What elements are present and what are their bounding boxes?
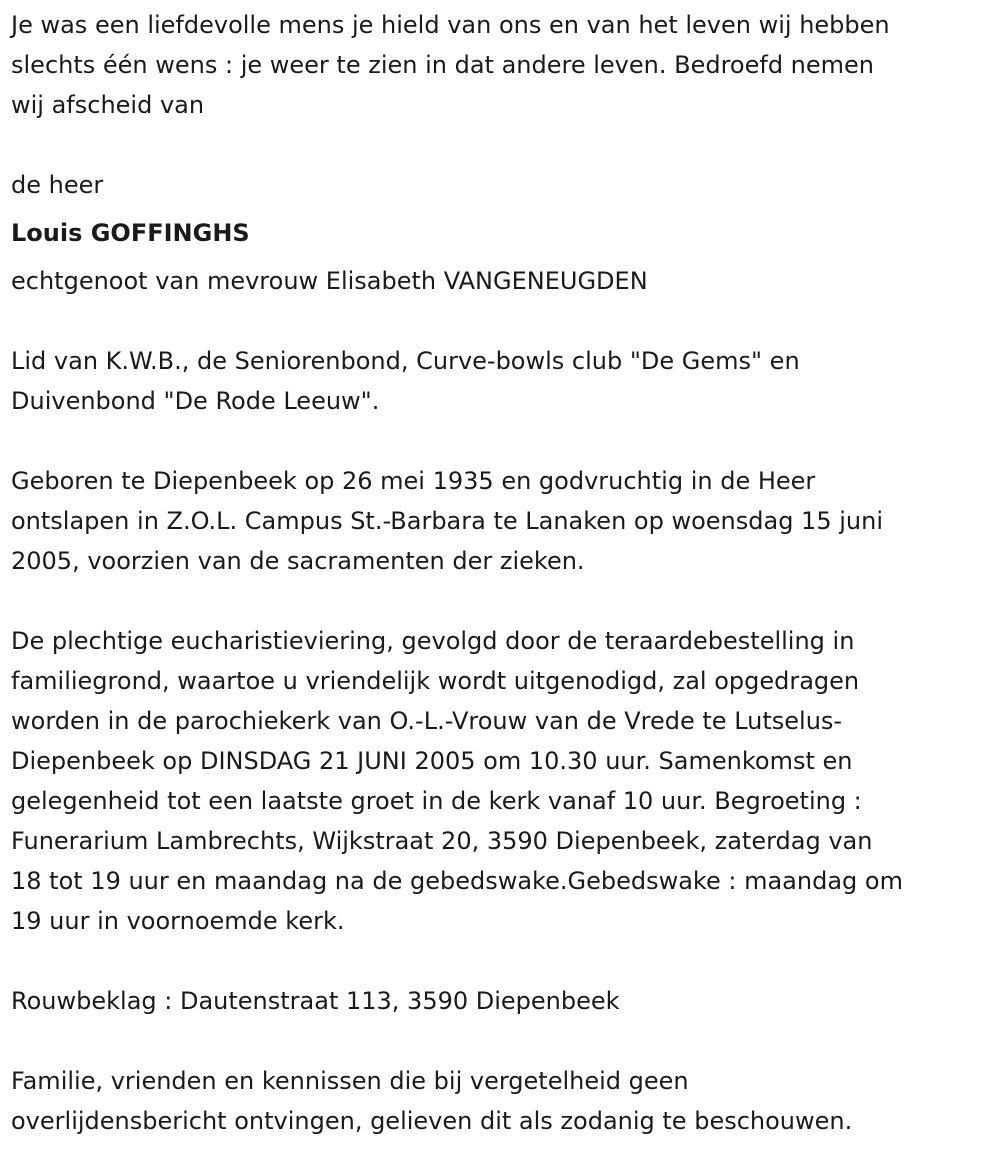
birth-death-paragraph: Geboren te Diepenbeek op 26 mei 1935 en godvruchtig in de Heer ontslapen in Z.O.L. Campus St.-Barbara te Lanaken op woensdag 15 juni 2005, voorzien van de sacramenten der zieken.	[11, 467, 883, 575]
spouse-line: echtgenoot van mevrouw Elisabeth VANGENEUGDEN	[11, 267, 648, 295]
ceremony-paragraph: De plechtige eucharistieviering, gevolgd door de teraardebestelling in familiegrond, waartoe u vriendelijk wordt uitgenodigd, zal opgedragen worden in de parochiekerk van O.-L.-Vrouw van de Vrede te Lutselus- Diepenbeek op DINSDAG 21 JUNI 2005 om 10.30 uur. Samenkomst en gelegenheid tot een laatste groet in de kerk vanaf 10 uur. Begroeting : Funerarium Lambrechts, Wijkstraat 20, 3590 Diepenbeek, zaterdag van 18 tot 19 uur en maandag na de gebedswake.Gebedswake : maandag om 19 uur in voornoemde kerk.	[11, 627, 903, 935]
closing-paragraph: Familie, vrienden en kennissen die bij vergetelheid geen overlijdensbericht ontvingen, gelieven dit als zodanig te beschouwen.	[11, 1067, 853, 1135]
spacer	[11, 253, 986, 261]
spacer	[11, 581, 986, 621]
spacer	[11, 941, 986, 981]
title-prefix: de heer	[11, 171, 104, 199]
membership-paragraph: Lid van K.W.B., de Seniorenbond, Curve-bowls club "De Gems" en Duivenbond "De Rode Leeuw".	[11, 347, 800, 415]
spacer	[11, 421, 986, 461]
condolence-address: Rouwbeklag : Dautenstraat 113, 3590 Diepenbeek	[11, 987, 620, 1015]
spacer	[11, 125, 986, 165]
deceased-name: Louis GOFFINGHS	[11, 219, 250, 247]
obituary-notice	[11, 5, 986, 1141]
spacer	[11, 301, 986, 341]
spacer	[11, 205, 986, 213]
intro-paragraph: Je was een liefdevolle mens je hield van ons en van het leven wij hebben slechts één wens : je weer te zien in dat andere leven. Bedroefd nemen wij afscheid van	[11, 11, 890, 119]
spacer	[11, 1021, 986, 1061]
